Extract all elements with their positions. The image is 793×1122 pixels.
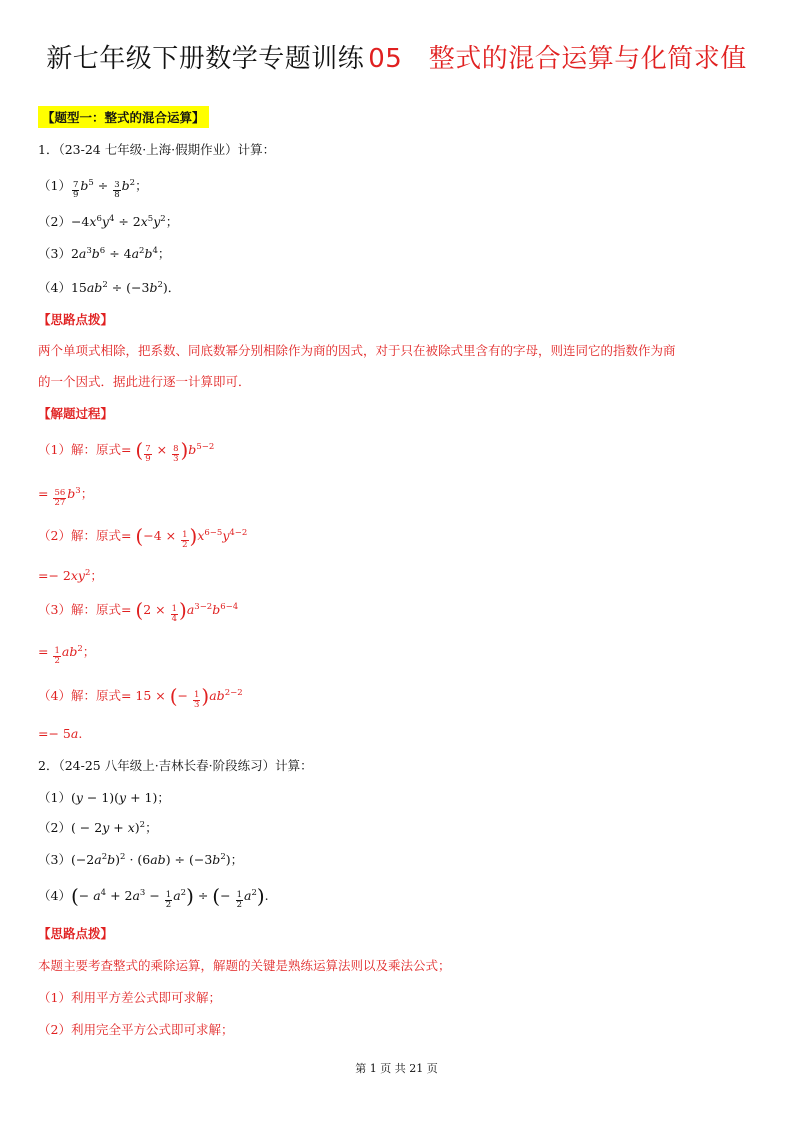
hint-heading-2: 【思路点拨】	[38, 926, 114, 941]
question-2-label: 2．（24-25 八年级上·吉林长春·阶段练习）计算：	[38, 758, 313, 773]
q1-part1: （1） $\frac{7}{9}$ $b^5$ ÷ $\frac{3}{8}$ $b^2$；	[38, 178, 148, 200]
page-footer: 第 1 页 共 21 页	[355, 1062, 438, 1075]
solution-3-step1: （3）解：原式= (2 × $\frac{1}{4}$ )$a^{3-2}b^{6-4}$	[38, 598, 239, 624]
q2-part2: $(2)( - 2y + x)^2$；	[38, 820, 158, 835]
hint-2-line-a: 本题主要考查整式的乘除运算，解题的关键是熟练运算法则以及乘法公式；	[38, 958, 451, 973]
section-tag: 【题型一：整式的混合运算】	[38, 106, 209, 128]
solution-heading: 【解题过程】	[38, 406, 114, 421]
hint-2-line-c: （2）利用完全平方公式即可求解；	[38, 1022, 234, 1037]
solution-2-step1: （2）解：原式= (−4 × $\frac{1}{2}$ )$x^{6-5}y^{4-2}$	[38, 524, 248, 550]
solution-4-step2: =− 5a.	[38, 726, 83, 741]
solution-4-step1: （4）解：原式= 15 × (− $\frac{1}{3}$ )$ab^{2-2}$	[38, 684, 243, 710]
solution-1-step1: （1）解：原式= ( $\frac{7}{9}$ × $\frac{8}{3}$ )$b^{5-2}$	[38, 438, 215, 464]
q1-part3: $(3)2a^3b^6 \div 4a^2b^4$；	[38, 246, 171, 261]
solution-2-step2: =− $2xy^2$；	[38, 568, 103, 583]
q2-part1: （1）(y − 1)(y + 1)；	[38, 790, 170, 805]
hint-1-line-b: 的一个因式．据此进行逐一计算即可．	[38, 374, 251, 389]
question-1-label: 1．（23-24 七年级·上海·假期作业）计算：	[38, 142, 276, 157]
hint-1-line-a: 两个单项式相除，把系数、同底数幂分别相除作为商的因式，对于只在被除式里含有的字母，则连同它的指数作为商	[38, 343, 676, 358]
hint-heading-1: 【思路点拨】	[38, 312, 114, 327]
q2-part3: $(3)(-2a^2b)^2 \cdot (6ab) \div (-3b^2)$；	[38, 852, 244, 867]
page-title: 新七年级下册数学专题训练 05 整式的混合运算与化简求值	[46, 44, 747, 74]
q2-part4: $(4)(- a^4 + 2a^3$ − $\frac{1}{2}$ $a^2$) ÷ (− $\frac{1}{2}$ $a^2$).	[38, 884, 269, 910]
q1-part2: $(2)-4x^6y^4 \div 2x^5y^2$；	[38, 214, 179, 229]
solution-3-step2: = $\frac{1}{2}$ $ab^2$；	[38, 644, 96, 666]
q1-part4: $(4)15ab^2 \div (-3b^2)$．	[38, 280, 181, 295]
hint-2-line-b: （1）利用平方差公式即可求解；	[38, 990, 221, 1005]
solution-1-step2: = $\frac{56}{27}$ $b^3$；	[38, 486, 94, 508]
